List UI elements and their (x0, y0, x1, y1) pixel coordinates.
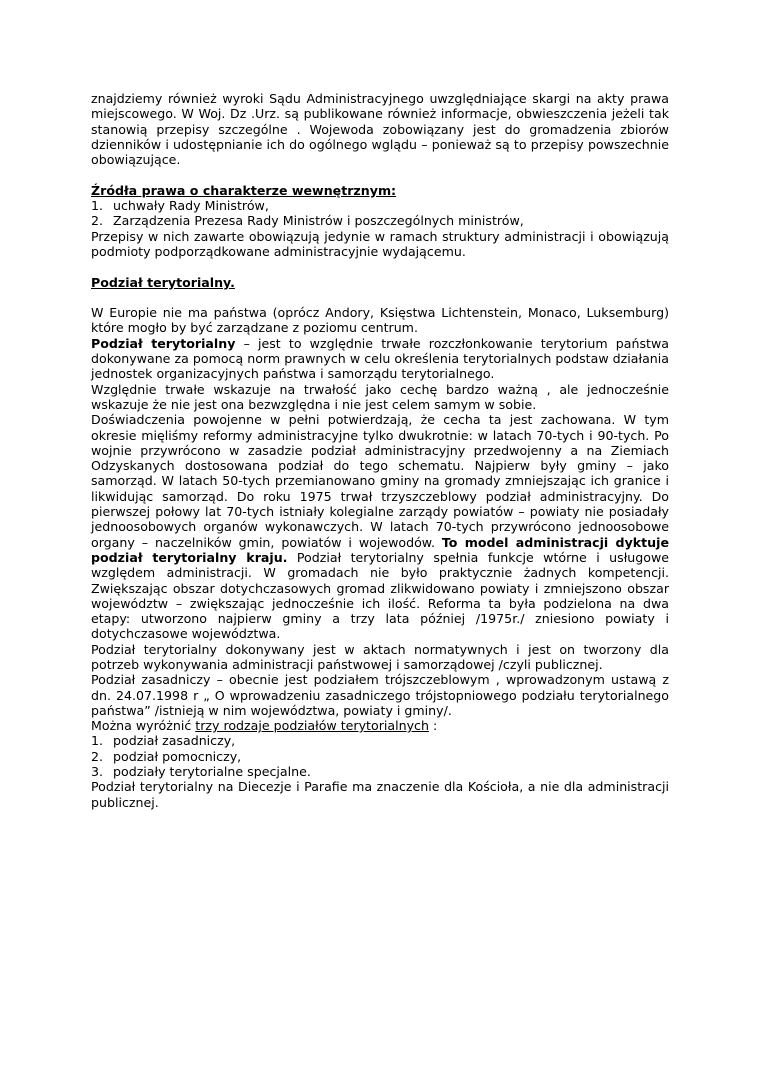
kinds-list (91, 733, 669, 779)
list-item (91, 733, 669, 748)
list-item (91, 749, 669, 764)
list-item-text: Zarządzenia Prezesa Rady Ministrów i poszczególnych ministrów, (113, 213, 524, 229)
list-item-text: podziały terytorialne specjalne. (113, 764, 311, 780)
list-item (91, 213, 669, 228)
kinds-underlined: trzy rodzaje podziałów terytorialnych (195, 718, 429, 734)
relative-paragraph: Względnie trwałe wskazuje na trwałość jako cechę bardzo ważną , ale jednocześnie wskazuje że nie jest ona bezwzględna i nie jest celem samym w sobie. (91, 381, 669, 412)
basic-division-paragraph: Podział zasadniczy – obecnie jest podziałem trójszczeblowym , wprowadzonym ustawą z dn. 24.07.1998 r „ O wprowadzeniu zasadniczego trójstopniowego podziału terytorialnego państwa” /istnieją w nim województwa, powiaty i gminy/. (91, 672, 669, 718)
list-number: 2. (91, 213, 104, 229)
list-number: 1. (91, 198, 104, 214)
kinds-prefix: Można wyróżnić (91, 718, 196, 734)
territorial-heading: Podział terytorialny. (91, 274, 235, 290)
list-number: 3. (91, 764, 104, 780)
list-item-text: podział pomocniczy, (113, 748, 242, 764)
internal-sources-heading: Źródła prawa o charakterze wewnętrznym: (91, 182, 397, 198)
list-item-text: uchwały Rady Ministrów, (113, 198, 269, 214)
spacer (91, 259, 669, 274)
history-text-a: Doświadczenia powojenne w pełni potwierdzają, że cecha ta jest zachowana. W tym okresie mięliśmy reformy administracyjne tylko dwukrotnie: w latach 70-tych i 90-tych. Po wojnie przywrócono w zasadzie podział administracyjny przedwojenny a na Ziemiach Odzyskanych dostosowana podział do tego schematu. Najpierw były gminy – jako samorząd. W latach 50-tych przemianowano gminy na gromady zmniejszając ich granice i likwidując samorząd. Do roku 1975 trwał trzyszczeblowy podział administracyjny. Do pierwszej połowy lat 70-tych istniały kolegialne zarządy powiatów – powiaty nie posiadały jednoosobowych organów wykonawczych. W latach 70-tych przywrócono jednoosobowe organy – naczelników gmin, powiatów i wojewodów. (91, 412, 669, 550)
history-emphasis: To model administracji dyktuje podział terytorialny kraju. (91, 534, 669, 565)
list-number: 2. (91, 748, 104, 764)
history-paragraph (91, 412, 669, 641)
normative-paragraph: Podział terytorialny dokonywany jest w aktach normatywnych i jest on tworzony dla potrzeb wykonywania administracji państwowej i samorządowej /czyli publicznej. (91, 641, 669, 672)
kinds-intro (91, 718, 669, 733)
document-page (91, 91, 669, 810)
internal-sources-list (91, 198, 669, 229)
internal-sources-note: Przepisy w nich zawarte obowiązują jedynie w ramach struktury administracji i obowiązują podmioty podporządkowane administracyjnie wydającemu. (91, 228, 669, 259)
definition-term: Podział terytorialny (91, 335, 236, 351)
spacer (91, 167, 669, 182)
definition-text: – jest to względnie trwałe rozczłonkowanie terytorium państwa dokonywane za pomocą norm prawnych w celu określenia terytorialnych podstaw działania jednostek organizacyjnych państwa i samorządu terytorialnego. (91, 335, 669, 382)
church-paragraph: Podział terytorialny na Diecezje i Parafie ma znaczenie dla Kościoła, a nie dla administracji publicznej. (91, 779, 669, 810)
list-item-text: podział zasadniczy, (113, 733, 236, 749)
list-item (91, 764, 669, 779)
europe-paragraph: W Europie nie ma państwa (oprócz Andory, Księstwa Lichtenstein, Monaco, Luksemburg) które mogło by być zarządzane z poziomu centrum. (91, 305, 669, 336)
definition-paragraph (91, 336, 669, 382)
intro-paragraph: znajdziemy również wyroki Sądu Administracyjnego uwzględniające skargi na akty prawa miejscowego. W Woj. Dz .Urz. są publikowane również informacje, obwieszczenia jeżeli tak stanowią przepisy szczególne . Wojewoda zobowiązany jest do gromadzenia zbiorów dzienników i udostępnianie ich do ogólnego wglądu – ponieważ są to przepisy powszechnie obowiązujące. (91, 91, 669, 168)
spacer (91, 290, 669, 305)
kinds-suffix: : (428, 718, 438, 734)
list-item (91, 198, 669, 213)
history-text-b: Podział terytorialny spełnia funkcje wtórne i usługowe względem administracji. W gromadach nie było praktycznie żadnych kompetencji. Zwiększając obszar dotychczasowych gromad zlikwidowano powiaty i zmniejszono obszar województw – zwiększając jednocześnie ich ilość. Reforma ta była podzielona na dwa etapy: utworzono najpierw gminy a trzy lata później /1975r./ zniesiono powiaty i dotychczasowe województwa. (91, 549, 669, 642)
list-number: 1. (91, 733, 104, 749)
